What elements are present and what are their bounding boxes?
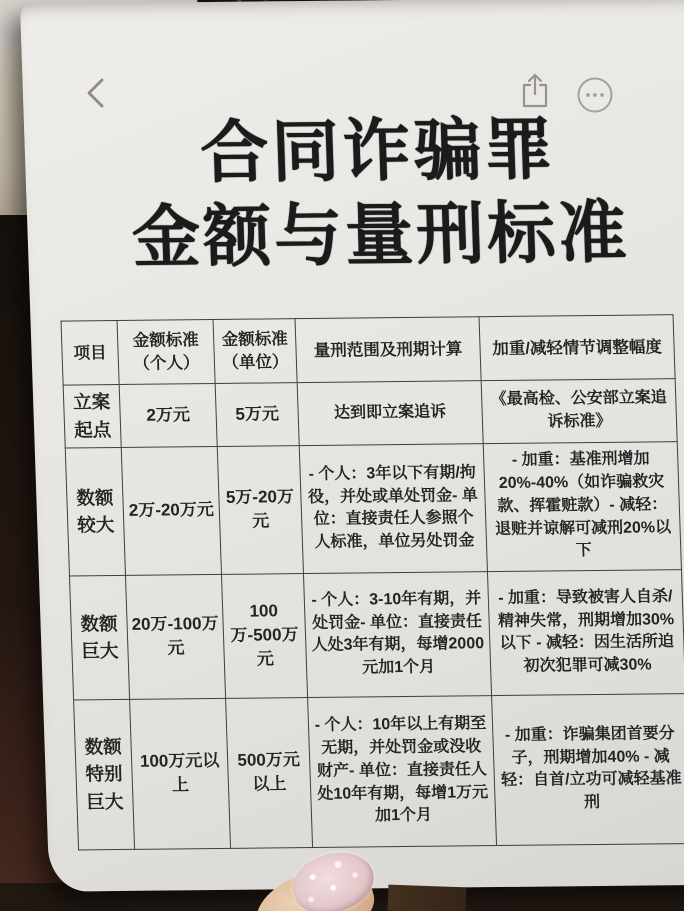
- cell-personal: 20万-100万元: [125, 574, 225, 699]
- back-button[interactable]: [80, 76, 110, 112]
- cell-unit: 100万-500万元: [221, 573, 307, 698]
- table-row-especially-huge-amount: [74, 693, 684, 849]
- cell-sentencing: 达到即立案追诉: [297, 381, 483, 445]
- cell-personal: 100万元以上: [130, 698, 231, 849]
- title-line-2: 金额与量刑标准: [130, 194, 631, 276]
- chevron-left-icon: [82, 98, 108, 113]
- document-title: [24, 107, 684, 282]
- table-row-filing-threshold: [63, 379, 677, 448]
- table-row-large-amount: [65, 441, 681, 575]
- table-row-huge-amount: [69, 569, 684, 699]
- cell-item: 数额 特别 巨大: [74, 699, 135, 850]
- cell-adjustment: - 加重：诈骗集团首要分子，刑期增加40% - 减轻：自首/立功可减轻基准刑: [492, 693, 684, 845]
- cell-unit: 5万元: [215, 383, 299, 446]
- more-options-button[interactable]: [575, 76, 615, 116]
- cell-unit: 5万-20万元: [217, 445, 303, 574]
- cell-sentencing: - 个人：3-10年有期，并处罚金- 单位：直接责任人处3年有期，每增2000元加1个月: [303, 571, 491, 697]
- cell-adjustment: 《最高检、公安部立案追诉标准》: [481, 379, 677, 444]
- cell-item: 数额 巨大: [69, 575, 129, 700]
- cell-sentencing: - 个人：3年以下有期/拘役，并处或单处罚金- 单位：直接责任人参照个人标准，单位另处罚金: [299, 443, 487, 573]
- column-header-sentencing: 量刑范围及刑期计算: [295, 317, 481, 383]
- document-paper: [20, 0, 684, 892]
- sentencing-standards-table: [61, 314, 684, 850]
- cell-personal: 2万元: [119, 384, 217, 447]
- column-header-unit: 金额标准 （单位）: [213, 319, 297, 384]
- ellipsis-icon: [576, 102, 614, 117]
- share-icon: [519, 98, 551, 113]
- cell-item: 数额 较大: [65, 447, 125, 576]
- cell-unit: 500万元以上: [226, 697, 313, 848]
- cell-adjustment: - 加重：基准刑增加20%-40%（如诈骗救灾款、挥霍赃款）- 减轻：退赃并谅解可减刑20%以下: [483, 441, 681, 571]
- cell-personal: 2万-20万元: [121, 446, 221, 575]
- share-button[interactable]: [518, 72, 552, 112]
- table-header-row: [61, 315, 675, 385]
- cell-sentencing: - 个人：10年以上有期至无期，并处罚金或没收财产- 单位：直接责任人处10年有期，每增1万元加1个月: [308, 695, 497, 847]
- column-header-item: 项目: [61, 321, 119, 386]
- column-header-personal: 金额标准 （个人）: [117, 320, 215, 385]
- column-header-adjustment: 加重/减轻情节调整幅度: [479, 315, 675, 381]
- title-line-1: 合同诈骗罪: [199, 111, 557, 192]
- cell-adjustment: - 加重：导致被害人自杀/精神失常，刑期增加30%以下 - 减轻：因生活所迫初次犯罪可减30%: [487, 569, 684, 695]
- cell-item: 立案 起点: [63, 385, 121, 448]
